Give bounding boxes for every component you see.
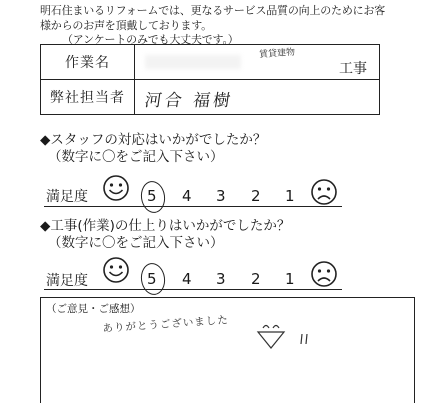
intro-line-1: 明石住まいるリフォームでは、更なるサービス品質の向上のためにお客 bbox=[40, 4, 386, 17]
q2-option-1[interactable]: 1 bbox=[285, 270, 295, 288]
q2-scale-label: 満足度 bbox=[46, 273, 88, 289]
work-name-row bbox=[41, 45, 380, 80]
q2-heading bbox=[40, 218, 290, 252]
q2-option-2[interactable]: 2 bbox=[251, 270, 261, 288]
work-name-field[interactable] bbox=[135, 45, 380, 80]
q1-option-2[interactable]: 2 bbox=[251, 187, 261, 205]
staff-name: 河合 福樹 bbox=[143, 91, 235, 111]
q2-title: ◆工事(作業)の仕上りはいかがでしたか？ bbox=[40, 218, 291, 234]
q1-option-5[interactable]: 5 bbox=[147, 187, 157, 205]
frowning-face-icon bbox=[310, 260, 338, 288]
q2-option-5[interactable]: 5 bbox=[147, 270, 157, 288]
q1-heading bbox=[40, 132, 266, 166]
q1-option-1[interactable]: 1 bbox=[285, 187, 295, 205]
work-name-note: 賃貸建物 bbox=[258, 47, 296, 61]
q2-subtitle: （数字に〇をご記入下さい） bbox=[48, 235, 224, 251]
redacted-work-name bbox=[145, 55, 241, 69]
smiling-doodle-icon bbox=[254, 320, 314, 352]
comments-label: （ご意見・ご感想） bbox=[46, 303, 141, 315]
smiley-face-icon bbox=[102, 174, 130, 202]
intro-line-3: （アンケートのみでも大丈夫です。） bbox=[62, 33, 239, 46]
frowning-face-icon bbox=[310, 178, 338, 206]
work-name-label: 作業名 bbox=[41, 45, 135, 80]
staff-field[interactable] bbox=[135, 80, 380, 115]
intro-line-2: 様からのお声を頂戴しております。 bbox=[40, 18, 212, 32]
q2-option-3[interactable]: 3 bbox=[216, 270, 226, 288]
smiley-face-icon bbox=[102, 256, 130, 284]
info-table bbox=[40, 44, 380, 115]
work-name-suffix: 工事 bbox=[339, 61, 367, 77]
q2-underline bbox=[44, 289, 342, 290]
q1-scale-label: 満足度 bbox=[46, 189, 88, 205]
q1-option-3[interactable]: 3 bbox=[216, 187, 226, 205]
staff-row bbox=[41, 80, 380, 115]
comments-text: ありがとうございました bbox=[102, 314, 230, 335]
q1-subtitle: （数字に〇をご記入下さい） bbox=[48, 149, 224, 165]
intro-text bbox=[40, 4, 385, 48]
q1-underline bbox=[44, 206, 342, 207]
q1-option-4[interactable]: 4 bbox=[182, 187, 192, 205]
staff-label: 弊社担当者 bbox=[41, 80, 135, 115]
q1-title: ◆スタッフの対応はいかがでしたか？ bbox=[40, 132, 267, 148]
q2-option-4[interactable]: 4 bbox=[182, 270, 192, 288]
